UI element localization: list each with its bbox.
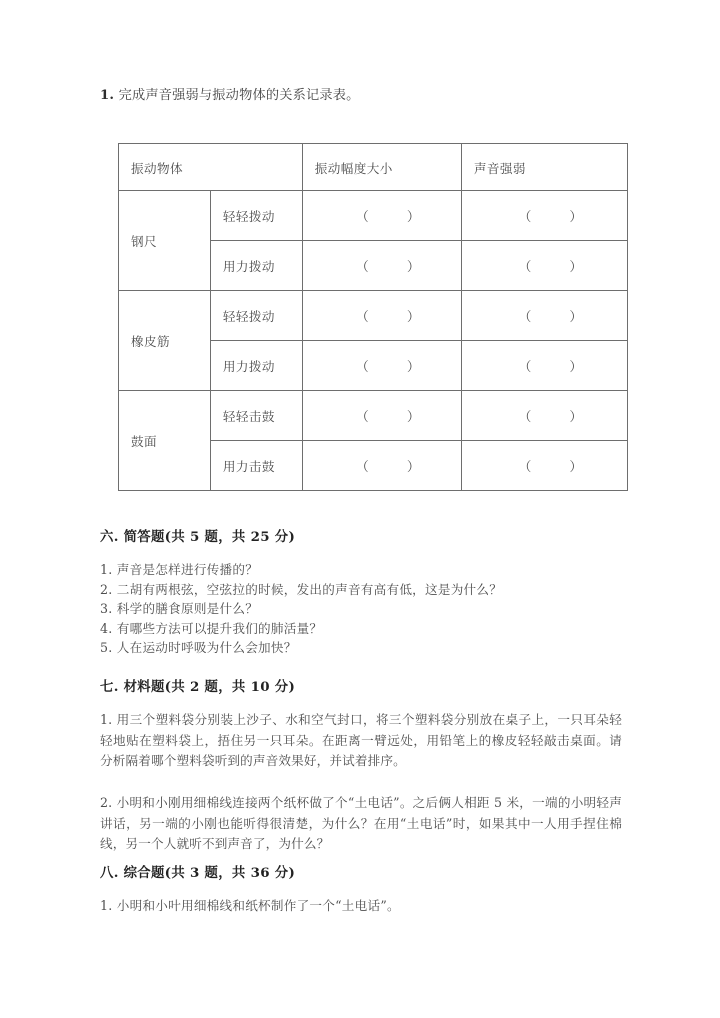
table-row [119, 191, 628, 241]
table-row [119, 291, 628, 341]
paragraph-text: 2. 小明和小刚用细棉线连接两个纸杯做了个“土电话”。之后俩人相距 5 米，一端的小明轻声讲话，另一端的小刚也能听得很清楚，为什么？在用“土电话”时，如果其中一人用手捏住棉线，另一个人就听不到声音了，为什么？ [100, 795, 622, 852]
strength-blank-cell[interactable]: （ ） [461, 441, 627, 491]
section-heading-eight: 八. 综合题(共 3 题，共 36 分) [100, 865, 296, 881]
object-name-cell: 钢尺 [119, 191, 211, 291]
list-item: 3. 科学的膳食原则是什么？ [100, 601, 259, 617]
paragraph-text: 1. 用三个塑料袋分别装上沙子、水和空气封口，将三个塑料袋分别放在桌子上，一只耳朵轻轻地贴在塑料袋上，捂住另一只耳朵。在距离一臂远处，用铅笔上的橡皮轻轻敲击桌面。请分析隔着哪个塑料袋听到的声音效果好，并试着排序。 [100, 712, 622, 769]
strength-blank-cell[interactable]: （ ） [461, 291, 627, 341]
section-seven-paragraph-2 [100, 793, 622, 855]
action-cell: 轻轻击鼓 [210, 391, 302, 441]
action-cell: 用力拨动 [210, 341, 302, 391]
section-heading-six: 六. 简答题(共 5 题，共 25 分) [100, 529, 296, 545]
amplitude-blank-cell[interactable]: （ ） [302, 191, 461, 241]
object-name-cell: 鼓面 [119, 391, 211, 491]
section-eight-question-1: 1. 小明和小叶用细棉线和纸杯制作了一个“土电话”。 [100, 898, 400, 913]
amplitude-blank-cell[interactable]: （ ） [302, 291, 461, 341]
list-item: 4. 有哪些方法可以提升我们的肺活量？ [100, 620, 323, 636]
action-cell: 轻轻拨动 [210, 191, 302, 241]
strength-blank-cell[interactable]: （ ） [461, 241, 627, 291]
intro-line [100, 86, 360, 106]
list-item: 2. 二胡有两根弦，空弦拉的时候，发出的声音有高有低，这是为什么？ [100, 581, 503, 597]
list-item: 1. 声音是怎样进行传播的？ [100, 562, 259, 577]
action-cell: 轻轻拨动 [210, 291, 302, 341]
section-heading-seven: 七. 材料题(共 2 题，共 10 分) [100, 679, 296, 695]
header-amplitude: 振动幅度大小 [302, 144, 461, 191]
intro-text: 完成声音强弱与振动物体的关系记录表。 [118, 88, 360, 103]
action-cell: 用力拨动 [210, 241, 302, 291]
action-cell: 用力击鼓 [210, 441, 302, 491]
intro-number: 1. [100, 88, 115, 103]
list-item: 5. 人在运动时呼吸为什么会加快？ [100, 640, 297, 656]
amplitude-blank-cell[interactable]: （ ） [302, 391, 461, 441]
header-sound-strength: 声音强弱 [461, 144, 627, 191]
section-seven-paragraph-1 [100, 710, 622, 772]
record-table-container [118, 143, 628, 491]
table-header-row [119, 144, 628, 191]
section-six-question-list [100, 560, 502, 658]
amplitude-blank-cell[interactable]: （ ） [302, 241, 461, 291]
strength-blank-cell[interactable]: （ ） [461, 391, 627, 441]
amplitude-blank-cell[interactable]: （ ） [302, 341, 461, 391]
table-row [119, 391, 628, 441]
strength-blank-cell[interactable]: （ ） [461, 341, 627, 391]
amplitude-blank-cell[interactable]: （ ） [302, 441, 461, 491]
strength-blank-cell[interactable]: （ ） [461, 191, 627, 241]
object-name-cell: 橡皮筋 [119, 291, 211, 391]
sound-vibration-record-table [118, 143, 628, 491]
header-vibrating-object: 振动物体 [119, 144, 303, 191]
